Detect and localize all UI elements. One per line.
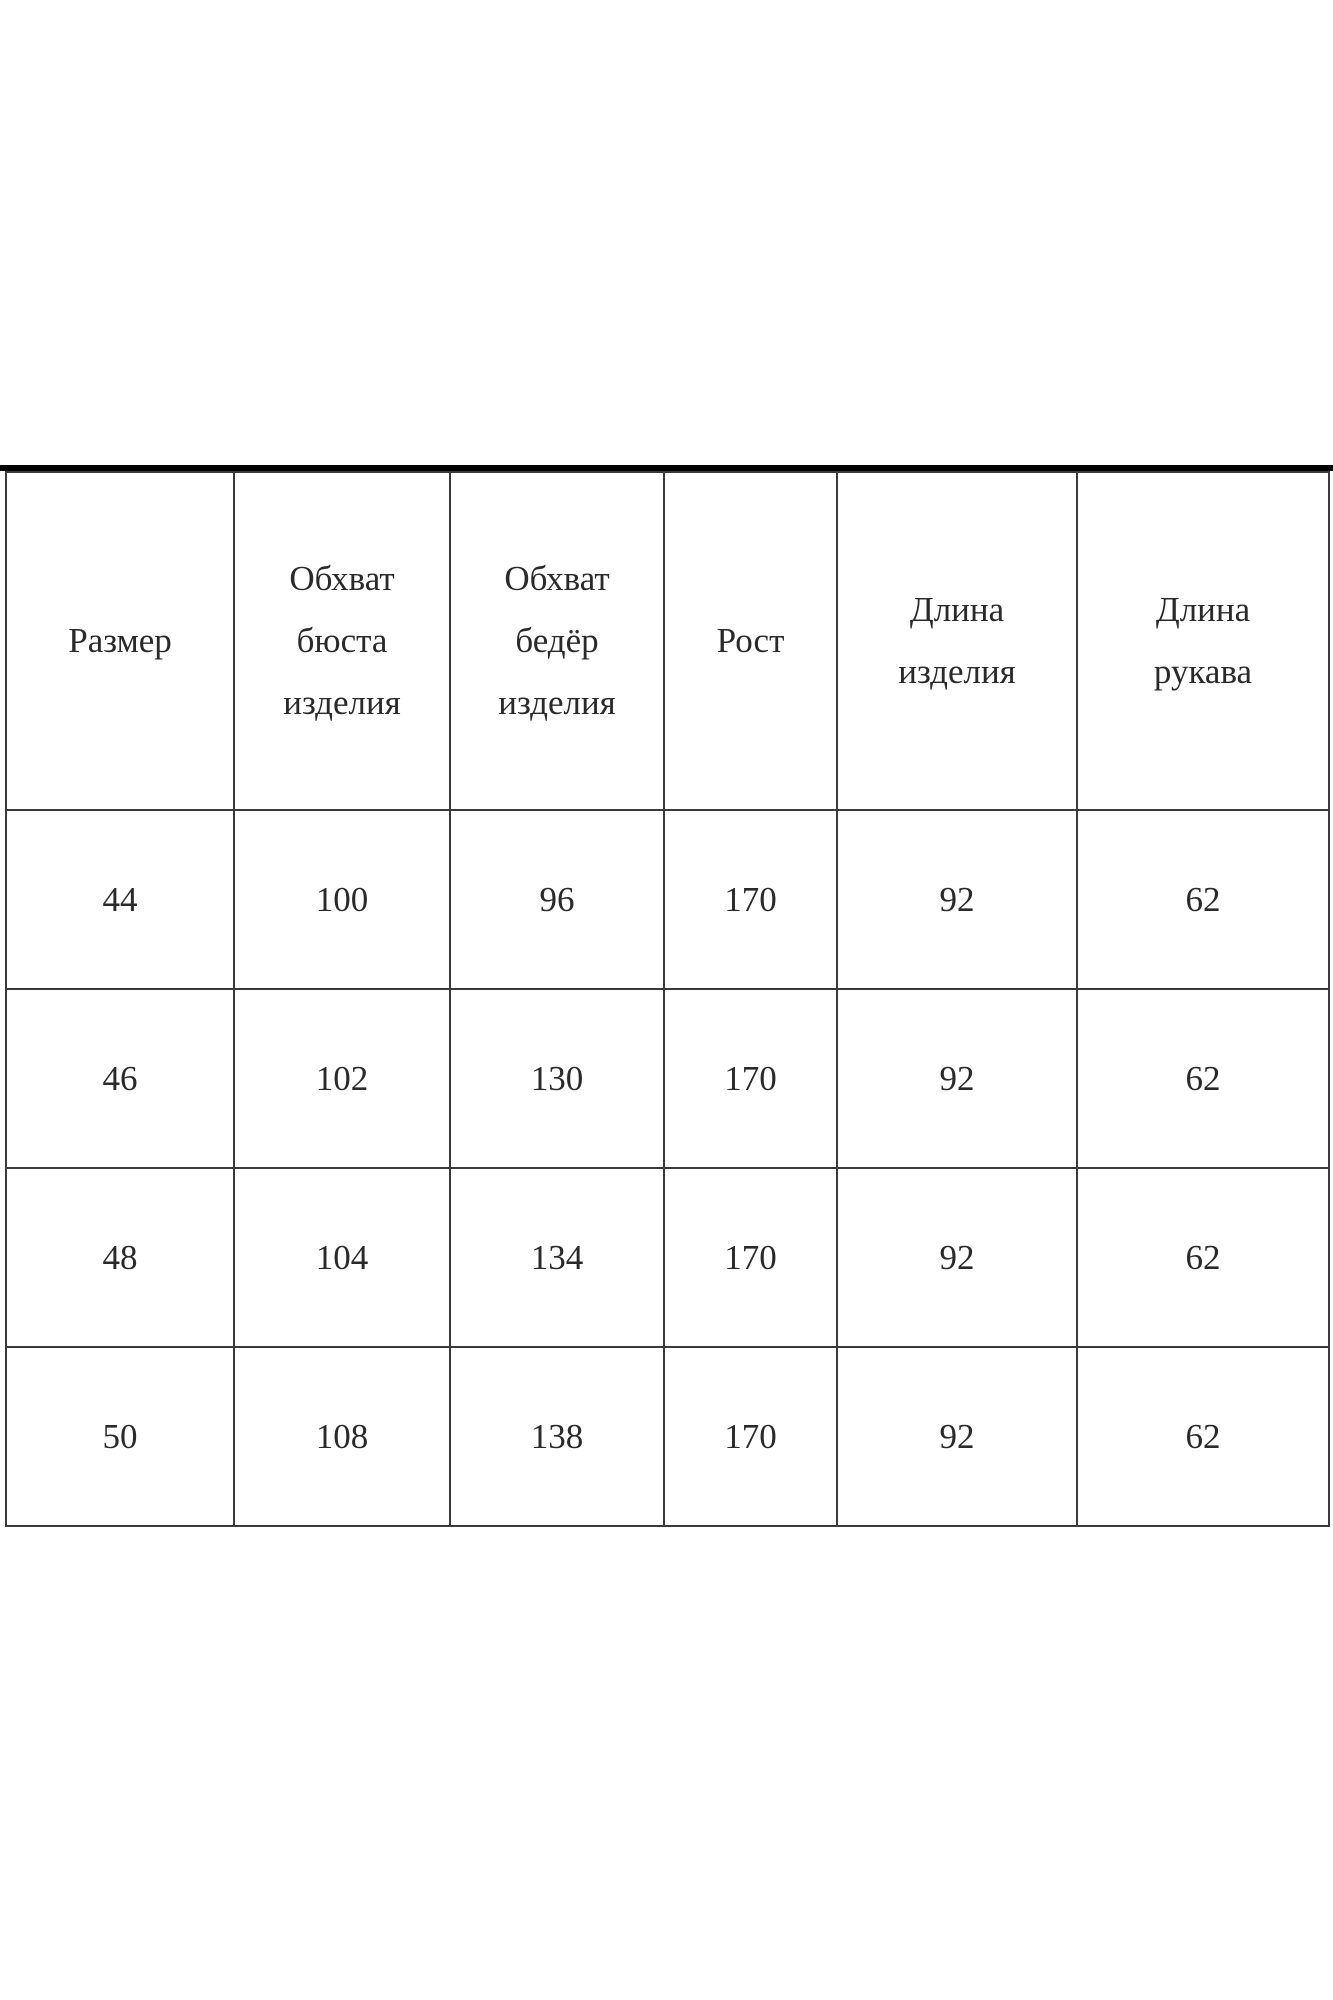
- header-row: [6, 472, 1329, 810]
- header-sleeve-length: Длина рукава: [1077, 472, 1329, 810]
- header-size: Размер: [6, 472, 234, 810]
- cell-size: 46: [6, 989, 234, 1168]
- header-garment-length: Длина изделия: [837, 472, 1077, 810]
- cell-bust-girth: 102: [234, 989, 450, 1168]
- cell-sleeve-length: 62: [1077, 989, 1329, 1168]
- cell-height: 170: [664, 1168, 837, 1347]
- table-row: [6, 1347, 1329, 1526]
- cell-height: 170: [664, 1347, 837, 1526]
- cell-garment-length: 92: [837, 989, 1077, 1168]
- header-hip-girth: Обхват бедёр изделия: [450, 472, 664, 810]
- cell-size: 50: [6, 1347, 234, 1526]
- cell-sleeve-length: 62: [1077, 1347, 1329, 1526]
- cell-size: 44: [6, 810, 234, 989]
- cell-bust-girth: 104: [234, 1168, 450, 1347]
- table-row: [6, 989, 1329, 1168]
- header-bust-girth: Обхват бюста изделия: [234, 472, 450, 810]
- cell-size: 48: [6, 1168, 234, 1347]
- cell-garment-length: 92: [837, 1168, 1077, 1347]
- cell-height: 170: [664, 989, 837, 1168]
- cell-hip-girth: 130: [450, 989, 664, 1168]
- cell-sleeve-length: 62: [1077, 810, 1329, 989]
- cell-garment-length: 92: [837, 810, 1077, 989]
- size-chart-table: [5, 471, 1330, 1527]
- cell-hip-girth: 96: [450, 810, 664, 989]
- table-row: [6, 810, 1329, 989]
- cell-bust-girth: 100: [234, 810, 450, 989]
- cell-sleeve-length: 62: [1077, 1168, 1329, 1347]
- cell-height: 170: [664, 810, 837, 989]
- cell-hip-girth: 134: [450, 1168, 664, 1347]
- header-height: Рост: [664, 472, 837, 810]
- cell-bust-girth: 108: [234, 1347, 450, 1526]
- cell-hip-girth: 138: [450, 1347, 664, 1526]
- table-row: [6, 1168, 1329, 1347]
- cell-garment-length: 92: [837, 1347, 1077, 1526]
